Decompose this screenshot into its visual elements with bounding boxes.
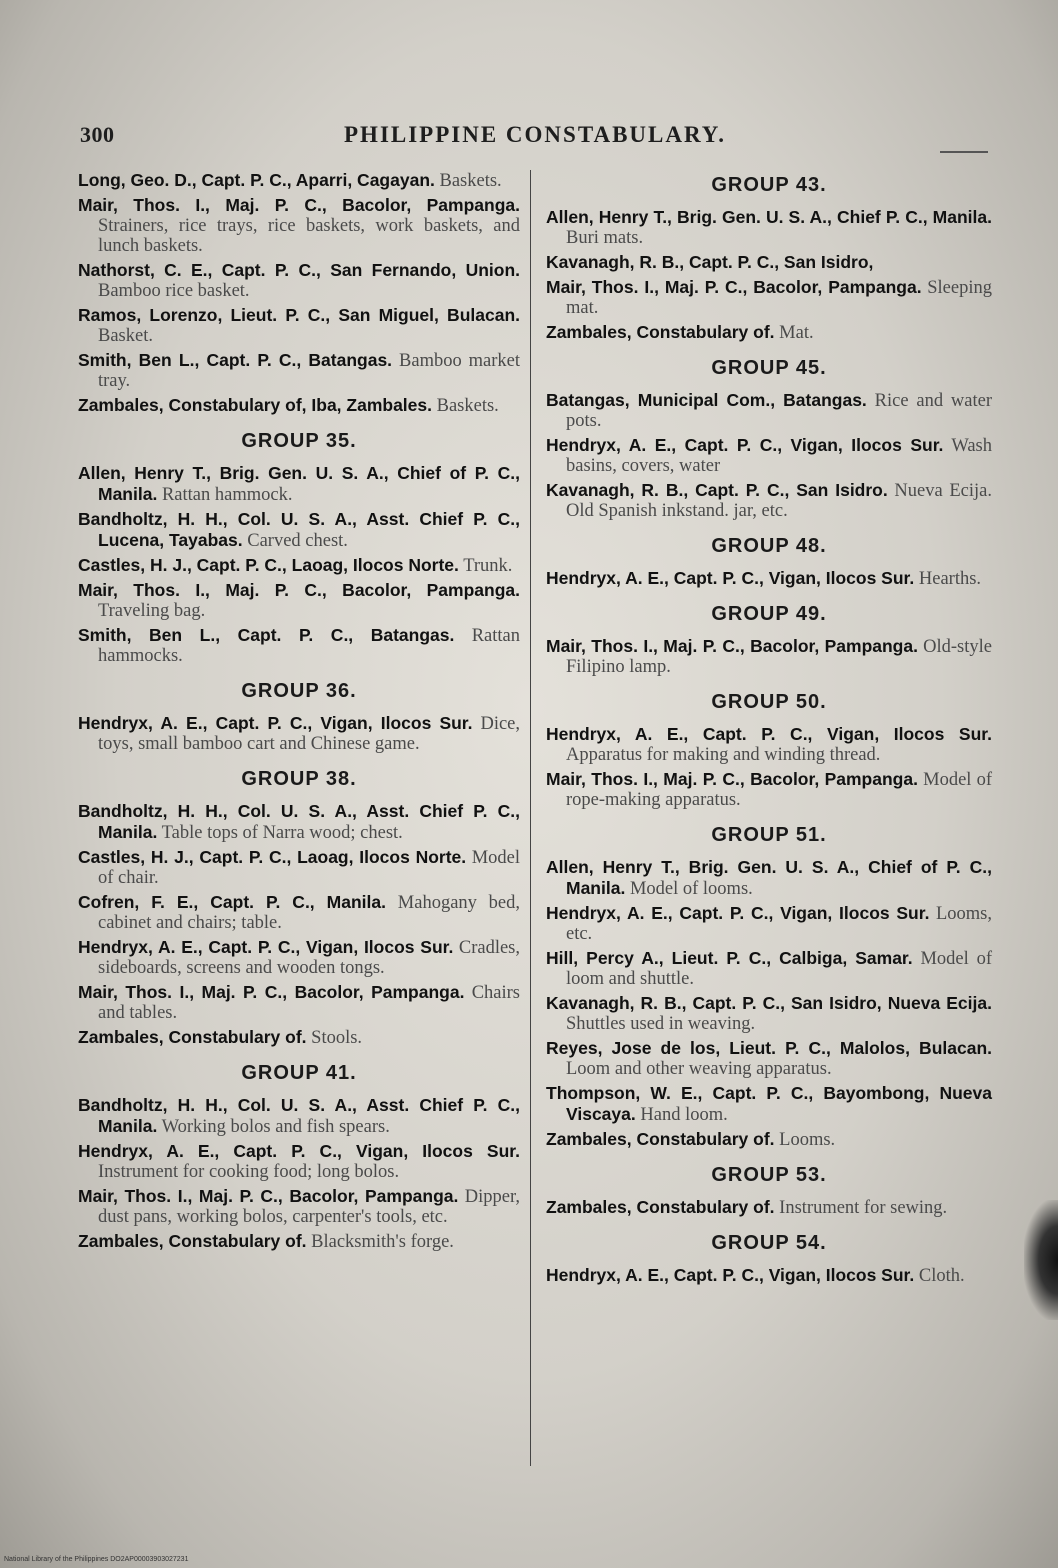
exhibit-description: Baskets. <box>436 396 499 416</box>
exhibitor-name: Zambales, Constabulary of. <box>546 322 775 342</box>
exhibitor-name: Zambales, Constabulary of. <box>78 1231 307 1251</box>
exhibitor-entry <box>78 555 520 576</box>
right-column <box>546 170 992 1290</box>
group-heading: GROUP 41. <box>241 1062 357 1084</box>
exhibitor-name: Hendryx, A. E., Capt. P. C., Vigan, Ilocos Sur. <box>78 1141 520 1161</box>
exhibitor-name: Nathorst, C. E., Capt. P. C., San Fernando, Union. <box>78 260 520 280</box>
exhibit-description: Stools. <box>311 1028 363 1048</box>
exhibitor-entry <box>78 937 520 978</box>
exhibitor-entry <box>546 1083 992 1125</box>
exhibit-description: Old-style Filipino lamp. <box>566 637 992 677</box>
exhibitor-name: Kavanagh, R. B., Capt. P. C., San Isidro. <box>546 480 888 500</box>
exhibitor-name: Hill, Percy A., Lieut. P. C., Calbiga, Samar. <box>546 948 913 968</box>
exhibit-description: Bamboo market tray. <box>98 351 521 391</box>
exhibitor-entry <box>546 903 992 944</box>
exhibitor-name: Mair, Thos. I., Maj. P. C., Bacolor, Pampanga. <box>546 636 918 656</box>
exhibit-description: Looms, etc. <box>566 904 992 944</box>
exhibit-description: Mat. <box>779 323 814 343</box>
exhibitor-entry <box>78 1095 520 1137</box>
exhibitor-entry <box>78 1141 520 1182</box>
exhibitor-entry <box>78 305 520 346</box>
exhibit-description: Instrument for cooking food; long bolos. <box>98 1162 400 1182</box>
exhibit-description: Traveling bag. <box>98 601 206 621</box>
exhibit-description: Table tops of Narra wood; chest. <box>161 823 403 843</box>
column-divider <box>530 170 531 1466</box>
exhibitor-name: Hendryx, A. E., Capt. P. C., Vigan, Ilocos Sur. <box>546 903 930 923</box>
exhibitor-name: Zambales, Constabulary of. <box>78 1027 307 1047</box>
exhibitor-entry <box>546 1038 992 1079</box>
exhibit-description: Chairs and tables. <box>98 983 520 1023</box>
running-title: PHILIPPINE CONSTABULARY. <box>344 122 727 147</box>
exhibitor-entry <box>78 625 520 666</box>
exhibitor-entry <box>546 948 992 989</box>
exhibitor-entry <box>78 892 520 933</box>
exhibitor-name: Bandholtz, H. H., Col. U. S. A., Asst. Chief P. C., Manila. <box>78 1095 520 1136</box>
exhibitor-entry <box>546 993 992 1034</box>
exhibit-description: Model of looms. <box>629 879 753 899</box>
exhibit-description: Hearths. <box>918 569 982 589</box>
group-heading: GROUP 50. <box>711 691 827 713</box>
group-heading: GROUP 43. <box>711 174 827 196</box>
exhibit-description: Nueva Ecija. Old Spanish inkstand. jar, etc. <box>566 481 993 521</box>
exhibit-description: Hand loom. <box>640 1105 728 1125</box>
exhibitor-name: Zambales, Constabulary of, Iba, Zambales. <box>78 395 432 415</box>
exhibit-description: Trunk. <box>463 556 513 576</box>
exhibitor-entry <box>78 713 520 754</box>
footer-credit: National Library of the Philippines DO2AP00003903027231 <box>4 1556 189 1563</box>
exhibit-description: Wash basins, covers, water <box>566 436 992 476</box>
exhibitor-name: Kavanagh, R. B., Capt. P. C., San Isidro, <box>546 252 874 272</box>
exhibitor-entry <box>546 857 992 899</box>
exhibitor-entry <box>546 1197 992 1218</box>
exhibit-description: Working bolos and fish spears. <box>161 1117 390 1137</box>
exhibitor-name: Zambales, Constabulary of. <box>546 1129 775 1149</box>
exhibit-description: Looms. <box>779 1130 836 1150</box>
exhibitor-name: Smith, Ben L., Capt. P. C., Batangas. <box>78 625 455 645</box>
exhibitor-name: Mair, Thos. I., Maj. P. C., Bacolor, Pampanga. <box>546 769 918 789</box>
exhibitor-entry <box>546 1129 992 1150</box>
exhibit-description: Model of loom and shuttle. <box>566 949 993 989</box>
exhibitor-name: Thompson, W. E., Capt. P. C., Bayombong, Nueva Viscaya. <box>546 1083 992 1124</box>
exhibitor-entry <box>78 350 520 391</box>
exhibitor-entry <box>546 390 992 431</box>
exhibitor-name: Kavanagh, R. B., Capt. P. C., San Isidro, Nueva Ecija. <box>546 993 992 1013</box>
exhibitor-name: Zambales, Constabulary of. <box>546 1197 775 1217</box>
exhibitor-entry <box>78 260 520 301</box>
exhibit-description: Apparatus for making and winding thread. <box>566 745 881 765</box>
exhibit-description: Sleeping mat. <box>566 278 992 318</box>
group-heading: GROUP 53. <box>711 1164 827 1186</box>
exhibitor-name: Ramos, Lorenzo, Lieut. P. C., San Miguel, Bulacan. <box>78 305 520 325</box>
exhibitor-name: Bandholtz, H. H., Col. U. S. A., Asst. Chief P. C., Lucena, Tayabas. <box>78 509 520 550</box>
exhibitor-entry <box>546 277 992 318</box>
exhibit-description: Dipper, dust pans, working bolos, carpenter's tools, etc. <box>98 1187 520 1227</box>
exhibitor-name: Long, Geo. D., Capt. P. C., Aparri, Cagayan. <box>78 170 435 190</box>
exhibitor-name: Batangas, Municipal Com., Batangas. <box>546 390 867 410</box>
exhibit-description: Rice and water pots. <box>566 391 993 431</box>
exhibitor-name: Mair, Thos. I., Maj. P. C., Bacolor, Pampanga. <box>78 195 520 215</box>
exhibitor-name: Cofren, F. E., Capt. P. C., Manila. <box>78 892 386 912</box>
page-header <box>0 118 1058 158</box>
exhibitor-entry <box>546 207 992 248</box>
exhibitor-entry <box>546 568 992 589</box>
exhibitor-entry <box>78 509 520 551</box>
exhibit-description: Rattan hammocks. <box>98 626 520 666</box>
exhibitor-name: Hendryx, A. E., Capt. P. C., Vigan, Ilocos Sur. <box>546 435 944 455</box>
exhibitor-name: Allen, Henry T., Brig. Gen. U. S. A., Chief of P. C., Manila. <box>78 463 520 504</box>
exhibit-description: Blacksmith's forge. <box>311 1232 454 1252</box>
exhibitor-entry <box>78 982 520 1023</box>
exhibitor-entry <box>78 395 520 416</box>
exhibit-description: Instrument for sewing. <box>779 1198 948 1218</box>
header-rule <box>940 151 988 153</box>
exhibit-description: Dice, toys, small bamboo cart and Chinese game. <box>98 714 521 754</box>
exhibit-description: Cradles, sideboards, screens and wooden tongs. <box>98 938 520 978</box>
exhibit-description: Cloth. <box>918 1266 965 1286</box>
group-heading: GROUP 38. <box>241 768 357 790</box>
exhibitor-name: Mair, Thos. I., Maj. P. C., Bacolor, Pampanga. <box>546 277 922 297</box>
exhibitor-entry <box>78 1027 520 1048</box>
exhibit-description: Basket. <box>98 326 153 346</box>
exhibit-description: Strainers, rice trays, rice baskets, work baskets, and lunch baskets. <box>98 216 520 256</box>
exhibitor-name: Allen, Henry T., Brig. Gen. U. S. A., Chief P. C., Manila. <box>546 207 992 227</box>
exhibitor-entry <box>78 801 520 843</box>
exhibitor-name: Hendryx, A. E., Capt. P. C., Vigan, Ilocos Sur. <box>546 724 992 744</box>
page-number: 300 <box>80 122 115 147</box>
exhibit-description: Baskets. <box>439 171 502 191</box>
exhibitor-entry <box>546 1265 992 1286</box>
page-edge-shadow <box>1024 1200 1058 1320</box>
exhibitor-entry <box>546 724 992 765</box>
left-column <box>78 170 520 1256</box>
exhibitor-entry <box>78 170 520 191</box>
exhibitor-entry <box>78 463 520 505</box>
exhibitor-name: Hendryx, A. E., Capt. P. C., Vigan, Ilocos Sur. <box>78 713 473 733</box>
exhibitor-name: Bandholtz, H. H., Col. U. S. A., Asst. Chief P. C., Manila. <box>78 801 520 842</box>
exhibitor-name: Reyes, Jose de los, Lieut. P. C., Malolos, Bulacan. <box>546 1038 992 1058</box>
exhibitor-entry <box>546 435 992 476</box>
group-heading: GROUP 36. <box>241 680 357 702</box>
group-heading: GROUP 54. <box>711 1232 827 1254</box>
exhibitor-name: Allen, Henry T., Brig. Gen. U. S. A., Chief of P. C., Manila. <box>546 857 992 898</box>
exhibitor-entry <box>78 195 520 256</box>
group-heading: GROUP 51. <box>711 824 827 846</box>
exhibitor-entry <box>546 252 992 273</box>
group-heading: GROUP 48. <box>711 535 827 557</box>
exhibit-description: Model of rope-making apparatus. <box>566 770 992 810</box>
exhibitor-name: Castles, H. J., Capt. P. C., Laoag, Ilocos Norte. <box>78 847 467 867</box>
exhibitor-name: Mair, Thos. I., Maj. P. C., Bacolor, Pampanga. <box>78 1186 459 1206</box>
exhibitor-name: Mair, Thos. I., Maj. P. C., Bacolor, Pampanga. <box>78 982 465 1002</box>
exhibitor-entry <box>78 847 520 888</box>
exhibitor-name: Castles, H. J., Capt. P. C., Laoag, Ilocos Norte. <box>78 555 459 575</box>
group-heading: GROUP 35. <box>241 430 357 452</box>
group-heading: GROUP 49. <box>711 603 827 625</box>
exhibit-description: Carved chest. <box>247 531 348 551</box>
exhibitor-name: Hendryx, A. E., Capt. P. C., Vigan, Ilocos Sur. <box>546 568 915 588</box>
exhibitor-entry <box>546 636 992 677</box>
exhibit-description: Loom and other weaving apparatus. <box>566 1059 832 1079</box>
exhibit-description: Bamboo rice basket. <box>98 281 250 301</box>
exhibit-description: Buri mats. <box>566 228 644 248</box>
exhibitor-entry <box>546 480 992 521</box>
exhibit-description: Mahogany bed, cabinet and chairs; table. <box>98 893 521 933</box>
group-heading: GROUP 45. <box>711 357 827 379</box>
exhibitor-entry <box>78 1186 520 1227</box>
exhibitor-entry <box>546 769 992 810</box>
exhibitor-name: Hendryx, A. E., Capt. P. C., Vigan, Ilocos Sur. <box>78 937 454 957</box>
exhibitor-name: Smith, Ben L., Capt. P. C., Batangas. <box>78 350 393 370</box>
exhibitor-entry <box>78 580 520 621</box>
exhibit-description: Shuttles used in weaving. <box>566 1014 756 1034</box>
exhibitor-name: Hendryx, A. E., Capt. P. C., Vigan, Ilocos Sur. <box>546 1265 915 1285</box>
exhibitor-name: Mair, Thos. I., Maj. P. C., Bacolor, Pampanga. <box>78 580 520 600</box>
exhibitor-entry <box>546 322 992 343</box>
exhibit-description: Rattan hammock. <box>161 485 293 505</box>
exhibit-description: Model of chair. <box>98 848 521 888</box>
exhibitor-entry <box>78 1231 520 1252</box>
